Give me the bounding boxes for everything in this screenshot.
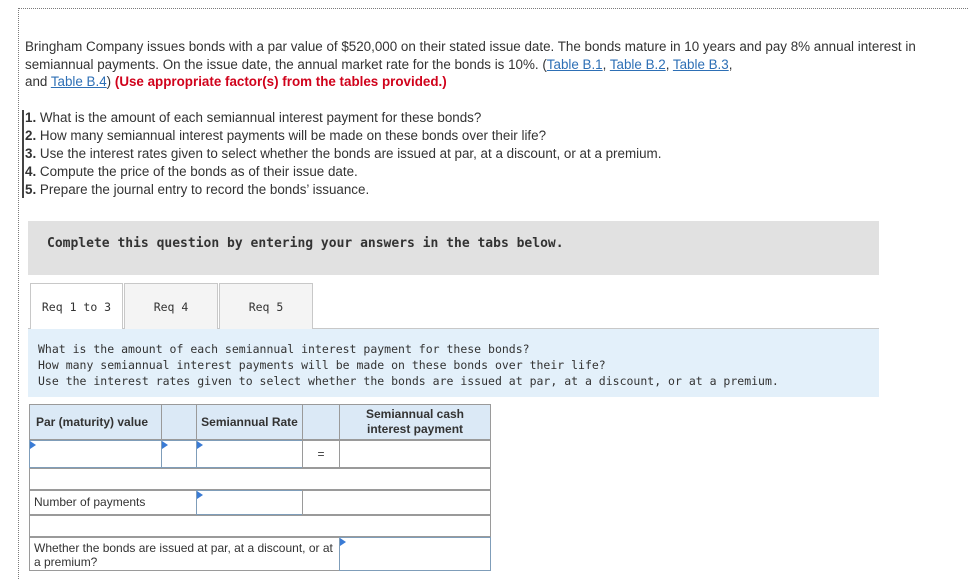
input-marker-icon xyxy=(30,441,36,449)
multiplier-header xyxy=(161,404,197,440)
input-marker-icon xyxy=(340,538,346,546)
question-item: 4. Compute the price of the bonds as of their issue date. xyxy=(25,164,358,179)
equals-sign: = xyxy=(302,440,340,468)
instructions-banner xyxy=(28,221,879,275)
frame-top-border xyxy=(18,8,968,9)
equals-header xyxy=(302,404,340,440)
issued-at-label: Whether the bonds are issued at par, at a discount, or at a premium? xyxy=(29,537,340,571)
question-item: 2. How many semiannual interest payments will be made on these bonds over their life? xyxy=(25,128,547,143)
spacer-row xyxy=(29,515,491,537)
question-item: 5. Prepare the journal entry to record the bonds’ issuance. xyxy=(25,182,370,197)
tab-req-4[interactable]: Req 4 xyxy=(124,283,218,329)
banner-text: Complete this question by entering your answers in the tabs below. xyxy=(47,236,564,251)
question-item: 1. What is the amount of each semiannual interest payment for these bonds? xyxy=(25,110,482,125)
semiannual-rate-header: Semiannual Rate xyxy=(196,404,303,440)
table-b3-link[interactable]: Table B.3 xyxy=(672,56,729,72)
problem-statement: Bringham Company issues bonds with a par value of $520,000 on their stated issue date. The bonds mature in 10 years and pay 8% annual interest in semiannual payments. On the issue date, the annual market rate for the bonds is 10%. (Table B.1, Table B.2, Table B.3, and Table B.4) (Use appropriate factor(s) from the tables provided.) xyxy=(25,39,916,89)
issued-at-select[interactable] xyxy=(339,537,491,571)
input-marker-icon xyxy=(162,441,168,449)
instruction-text: (Use appropriate factor(s) from the tables provided.) xyxy=(114,74,447,89)
table-b4-link[interactable]: Table B.4 xyxy=(50,74,107,89)
tab-req-5[interactable]: Req 5 xyxy=(219,283,313,329)
cash-payment-output xyxy=(339,440,491,468)
question-list-bar xyxy=(22,110,24,198)
semiannual-rate-input[interactable] xyxy=(196,440,303,468)
question-item: 3. Use the interest rates given to select whether the bonds are issued at par, at a discount, or at a premium. xyxy=(25,146,662,161)
spacer-row xyxy=(29,468,491,490)
table-b1-link[interactable]: Table B.1 xyxy=(546,56,603,72)
multiplier-input[interactable] xyxy=(161,440,197,468)
panel-question: How many semiannual interest payments will be made on these bonds over their life? xyxy=(38,358,606,372)
tab-req-1-to-3[interactable]: Req 1 to 3 xyxy=(30,283,123,330)
and-text: and xyxy=(25,74,48,89)
question-panel xyxy=(28,329,879,397)
question-list xyxy=(25,109,661,199)
empty-cell xyxy=(302,490,491,515)
par-value-header: Par (maturity) value xyxy=(29,404,162,440)
input-marker-icon xyxy=(197,491,203,499)
panel-question: What is the amount of each semiannual interest payment for these bonds? xyxy=(38,342,530,356)
par-value-input[interactable] xyxy=(29,440,162,468)
frame-left-border xyxy=(18,8,19,579)
number-of-payments-label: Number of payments xyxy=(29,490,197,515)
input-marker-icon xyxy=(197,441,203,449)
panel-question: Use the interest rates given to select whether the bonds are issued at par, at a discount, or at a premium. xyxy=(38,374,779,388)
problem-text: Bringham Company issues bonds with a par value of $520,000 on their stated issue date. The bonds mature in 10 years and pay 8% annual interest in semiannual payments. On the issue date, the annual market rate for the bonds is 10%. ( xyxy=(25,39,916,72)
table-b2-link[interactable]: Table B.2 xyxy=(609,56,666,72)
cash-payment-header: Semiannual cash interest payment xyxy=(339,404,491,440)
number-of-payments-input[interactable] xyxy=(196,490,303,515)
